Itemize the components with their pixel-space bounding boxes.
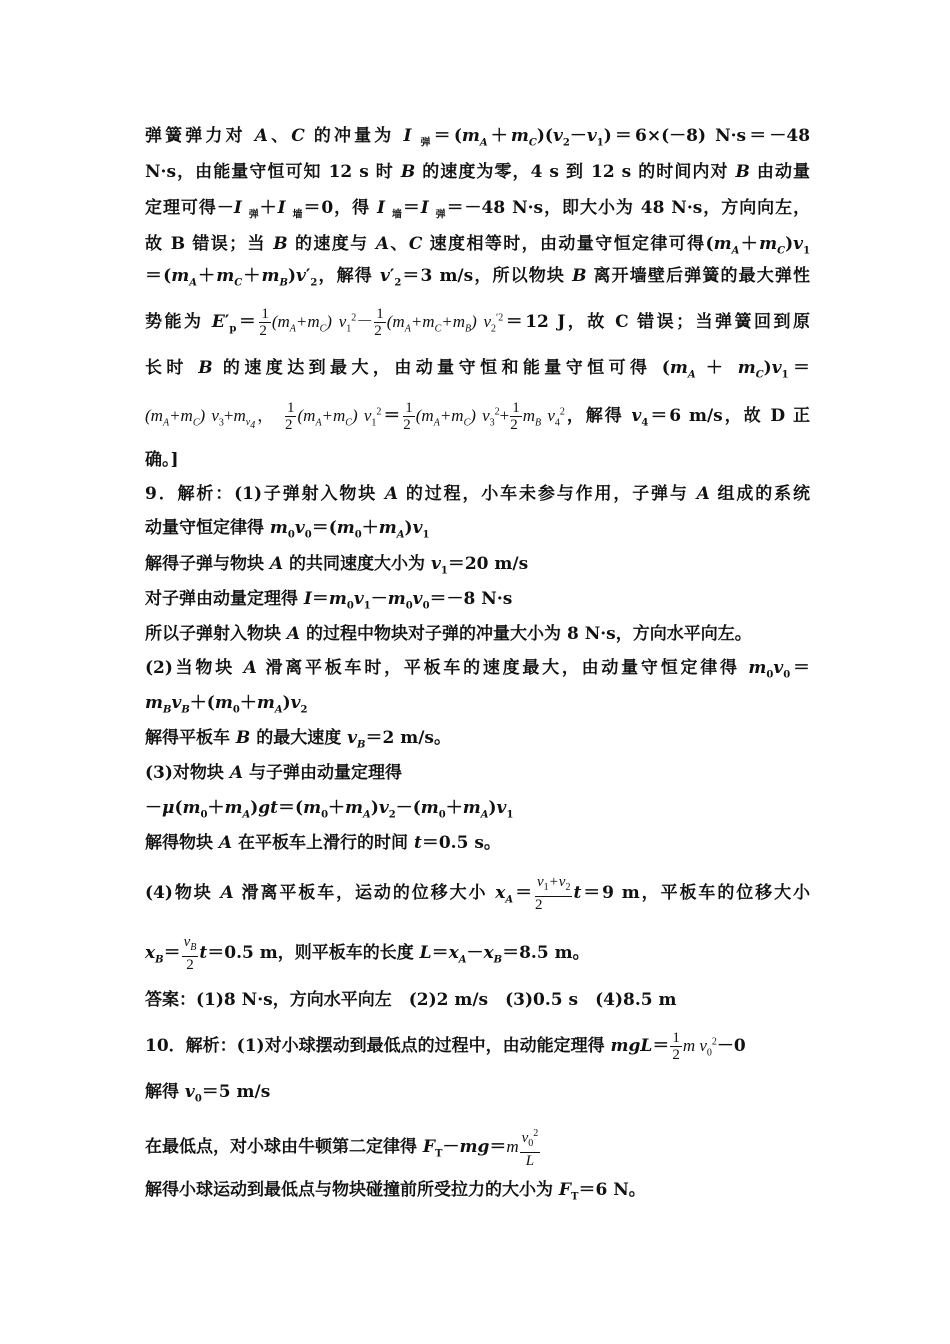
text-line-12: 解得子弹与物块 A 的共同速度大小为 $v_1=20$ m/s: [145, 554, 529, 577]
text-line-19: $-\mu(m_0+m_A)gt=(m_0+m_A)v_2-(m_0+m_A)v_1$: [145, 798, 514, 821]
text-line-13: 对子弹由动量定理得 $I=m_0v_1-m_0v_0=-8$ N·s: [145, 589, 513, 612]
text-line-16: $m_Bv_B+(m_0+m_A)v_2$: [145, 693, 308, 716]
text-line-1: 弹簧弹力对 A、C 的冲量为 I $_弹=(m_A+m_C)(v_2-v_1)=6\times(-8)$ N·s＝－48: [145, 126, 811, 149]
text-line-7: 长时 B 的速度达到最大，由动量守恒和能量守恒可得 $(m_A + m_C)v_1=$: [145, 358, 811, 381]
text-line-5: $=(m_A+m_C+m_B)v'_2$，解得 $v'_2=3$ m/s，所以物块 B 离开墙壁后弹簧的最大弹性: [145, 266, 811, 289]
text-line-2: N·s，由能量守恒可知 12 s 时 B 的速度为零，4 s 到 12 s 的时间内对 B 由动量: [145, 162, 811, 182]
text-line-15: (2)当物块 A 滑离平板车时，平板车的速度最大，由动量守恒定律得 $m_0v_0=$: [145, 658, 811, 681]
text-line-11: 动量守恒定律得 $m_0v_0=(m_0+m_A)v_1$: [145, 518, 430, 541]
text-line-25: 解得 $v_0=5$ m/s: [145, 1082, 271, 1105]
text-line-18: (3)对物块 A 与子弹由动量定理得: [145, 763, 402, 783]
text-line-17: 解得平板车 B 的最大速度 $v_B=2$ m/s。: [145, 728, 451, 751]
text-line-27: 解得小球运动到最低点与物块碰撞前所受拉力的大小为 $F_T=6$ N。: [145, 1180, 646, 1203]
text-line-8: $(m_A+m_C)$ $v_3+m_{v_4}$， $\frac{1}{2}$ $(m_A+m_C)$ $v_1^2=$ $\frac{1}{2}$ $(m_A+m_C)$ $v_3^2+$ $\frac{1}{2}$ $m_B$ $v_4^2$，解得 $v_4=6$ m/s，故 D 正: [145, 400, 811, 433]
text-line-10: 9．解析：(1)子弹射入物块 A 的过程，小车未参与作用，子弹与 A 组成的系统: [145, 484, 810, 504]
text-line-14: 所以子弹射入物块 A 的过程中物块对子弹的冲量大小为 8 N·s，方向水平向左。: [145, 624, 752, 644]
text-line-26: 在最低点，对小球由牛顿第二定律得 $F_T-mg=m$ $\frac{v_0^2}{L}$: [145, 1128, 539, 1169]
answer-line: 答案：(1)8 N·s，方向水平向左 (2)2 m/s (3)0.5 s (4)8.5 m: [145, 990, 677, 1010]
text-line-6: 势能为 $E'_p=$ $\frac{1}{2}$ $(m_A+m_C)$ $v_1^2-$ $\frac{1}{2}$ $(m_A+m_C+m_B)$ $v_2^{'2}=12$ J，故 C 错误；当弹簧回到原: [145, 306, 811, 339]
text-line-9: 确。]: [145, 450, 179, 470]
text-line-4: 故 B 错误；当 B 的速度与 A、C 速度相等时，由动量守恒定律可得$(m_A+m_C)v_1$: [145, 234, 811, 257]
text-line-3: 定理可得－I $_弹$＋I $_墙$＝0，得 I $_墙$＝I $_弹$＝－48 N·s，即大小为 48 N·s，方向向左，: [145, 198, 811, 221]
text-line-24: 10．解析：(1)对小球摆动到最低点的过程中，由动能定理得 mgL＝ $\frac{1}{2}$ m $v_0^2-0$: [145, 1030, 746, 1063]
text-line-21: (4)物块 A 滑离平板车，运动的位移大小 $x_A=$ $\frac{v_1+v_2}{2}$ t＝9 m，平板车的位移大小: [145, 874, 810, 913]
text-line-20: 解得物块 A 在平板车上滑行的时间 t＝0.5 s。: [145, 833, 501, 853]
text-line-22: $x_B=$ $\frac{v_B}{2}$ t＝0.5 m，则平板车的长度 $L=x_A-x_B=8.5$ m。: [145, 934, 590, 973]
